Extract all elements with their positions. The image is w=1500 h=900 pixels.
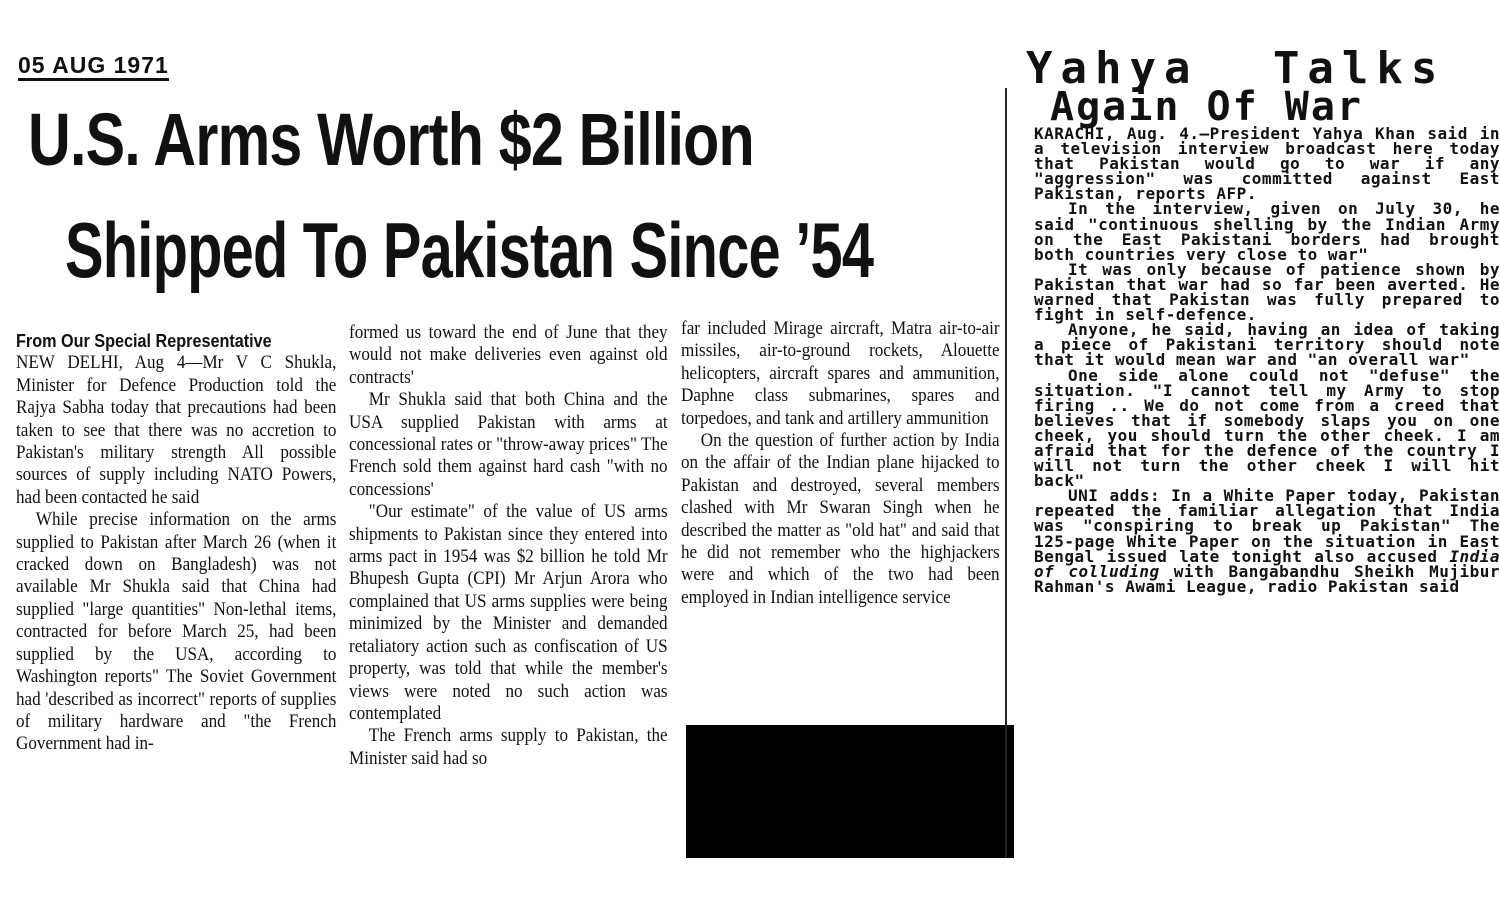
side-story-body [1034,126,1500,594]
main-story-column-1 [16,330,336,756]
main-headline-line2: Shipped To Pakistan Since ’54 [65,206,874,294]
paragraph: KARACHI, Aug. 4.—President Yahya Khan said in a television interview broadcast here today that Pakistan would go to war if any "aggression" was committed against East Pakistan, reports AFP. [1034,124,1500,204]
date-stamp: 05 AUG 1971 [18,52,169,81]
paragraph-tail: with Bangabandhu Sheikh Mujibur Rahman's Awami League, radio Pakistan said [1034,561,1500,596]
side-headline-line2: Again Of War [1050,84,1363,130]
paragraph: Anyone, he said, having an idea of taking a piece of Pakistani territory should note that it would mean war and "an overall war" [1034,320,1500,370]
paragraph: NEW DELHI, Aug 4—Mr V C Shukla, Minister for Defence Production told the Rajya Sabha today that precautions had been taken to see that there was no accretion to Pakistan's military strength All possible sources of supply including NATO Powers, had been contacted he said [16,352,337,508]
main-headline-line1: U.S. Arms Worth $2 Billion [28,98,754,181]
paragraph: It was only because of patience shown by Pakistan that war had so far been averted. He warned that Pakistan was fully prepared to fight in self-defence. [1034,259,1500,325]
paragraph: While precise information on the arms supplied to Pakistan after March 26 (when it cracked down on Bangladesh) was not available Mr Shukla said that China had supplied "large quantities" Non-lethal items, contracted for before March 25, had been supplied by the USA, according to Washington reports" The Soviet Government had 'described as incorrect" reports of supplies of military hardware and "the French Government had in- [16,509,337,755]
byline: From Our Special Representative [16,331,272,351]
paragraph: far included Mirage aircraft, Matra air-to-air missiles, air-to-ground rockets, Alouette helicopters, aircraft spares and ammunition, Daphne class submarines, spares and torpedoes, and tank and artillery ammunition [681,318,1000,429]
main-story-column-3 [681,318,1000,609]
column-divider [1005,88,1007,858]
paragraph: On the question of further action by India on the affair of the Indian plane hijacked to Pakistan and destroyed, several members clashed with Mr Swaran Singh when he described the matter as "old hat" and said that he did not remember who the highjackers were and which of the two had been employed in Indian intelligence service [681,430,1000,608]
paragraph: "Our estimate" of the value of US arms shipments to Pakistan since they entered into arms pact in 1954 was $2 billion he told Mr Bhupesh Gupta (CPI) Mr Arjun Arora who complained that US arms supplies were being minimized by the Minister and demanded retaliatory action such as confiscation of US property, was told that while the member's views were noted no such action was contemplated [349,501,668,724]
italic-phrase: India of colluding [1034,546,1500,581]
paragraph [1034,488,1500,594]
main-story-column-2 [349,322,668,770]
paragraph: In the interview, given on July 30, he said "continuous shelling by the Indian Army on the East Pakistani borders had brought both countries very close to war" [1034,199,1500,264]
paragraph: formed us toward the end of June that they would not make deliveries even against old contracts' [349,322,668,388]
redaction-block [686,725,1014,858]
paragraph: One side alone could not "defuse" the situation. "I cannot tell my Army to stop firing .. We do not come from a creed that believes that if somebody slaps you on one cheek, you should turn the other cheek. I am afraid that for the defence of the country I will not turn the other cheek I will hit back" [1034,365,1500,491]
side-headline-line1: Yahya Talks [1026,43,1446,94]
paragraph: Mr Shukla said that both China and the USA supplied Pakistan with arms at concessional rates or "throw-away prices" The French sold them against hard cash "with no concessions' [349,389,668,500]
paragraph: The French arms supply to Pakistan, the Minister said had so [349,725,668,769]
paragraph-lead: UNI adds: In a White Paper today, Pakistan repeated the familiar allegation that India was "conspiring to break up Pakistan" The 125-page White Paper on the situation in East Bengal issued late tonight also accused [1034,486,1500,566]
